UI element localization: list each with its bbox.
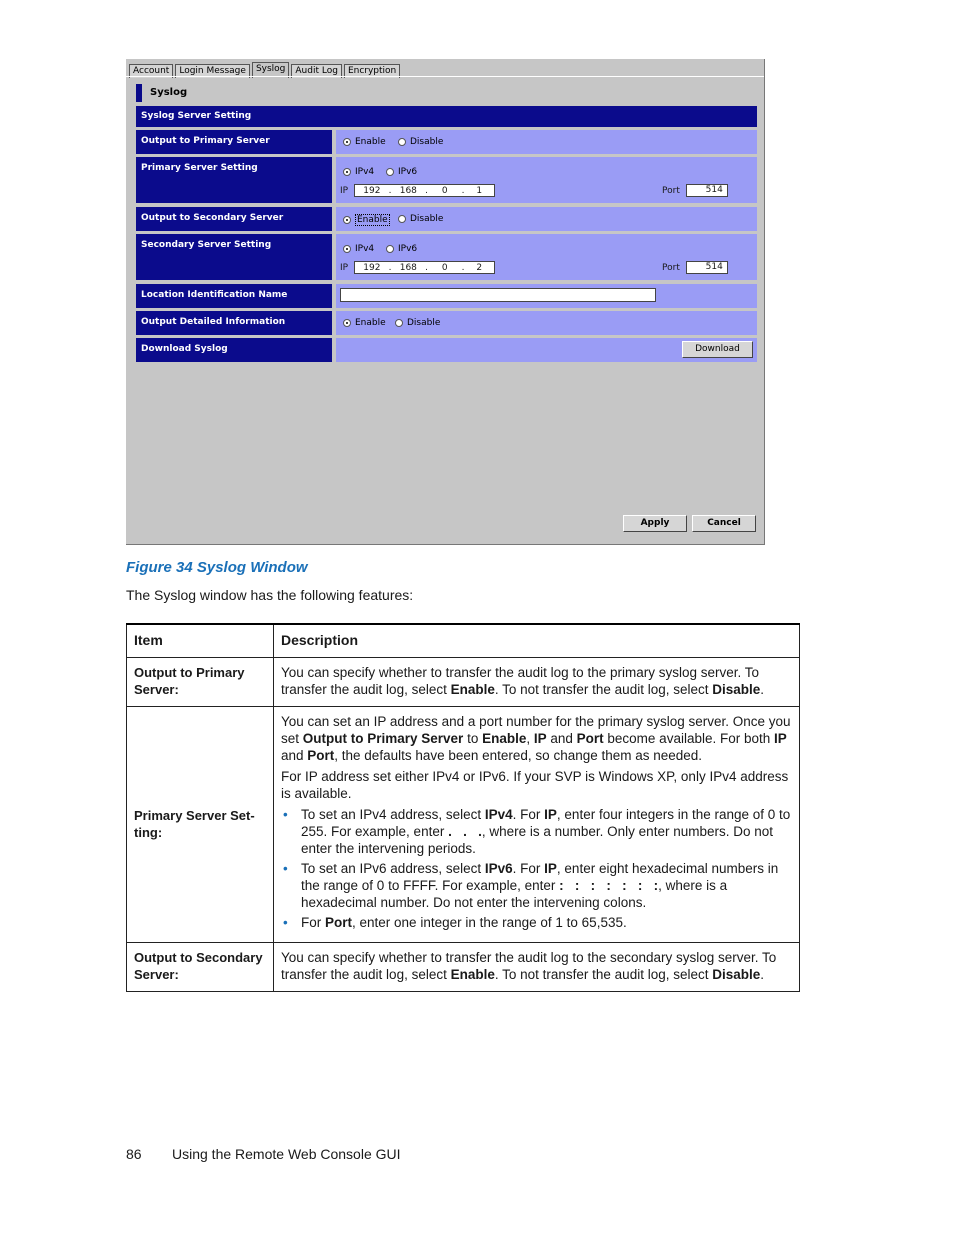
table-row [127, 658, 800, 707]
radio-label: IPv4 [355, 244, 375, 254]
tab-audit-log[interactable]: Audit Log [291, 64, 342, 78]
row-value [336, 234, 757, 280]
row-download-syslog [136, 338, 757, 362]
intro-text: The Syslog window has the following features: [126, 587, 414, 603]
tab-account[interactable]: Account [129, 64, 173, 78]
radio-selected-icon [343, 245, 351, 253]
tab-bar [129, 62, 402, 77]
ip-octet: 0 [441, 185, 448, 196]
row-label: Location Identification Name [136, 284, 332, 308]
row-output-detail [136, 311, 757, 335]
row-secondary-setting [136, 234, 757, 280]
ip-octet: 0 [441, 262, 448, 273]
radio-selected-icon [343, 216, 351, 224]
port-label: Port [662, 262, 680, 273]
description-cell [274, 943, 800, 992]
features-table [126, 623, 800, 992]
radio-label: Enable [355, 318, 386, 328]
table-row [127, 707, 800, 943]
cancel-button[interactable]: Cancel [692, 515, 756, 532]
page-number: 86 [126, 1146, 142, 1162]
row-primary-setting [136, 157, 757, 203]
radio-label: Enable [357, 215, 388, 225]
item-cell: Primary Server Set- ting: [127, 707, 274, 943]
secondary-port-input[interactable]: 514 [686, 261, 728, 274]
download-button[interactable]: Download [682, 341, 753, 358]
paragraph: You can set an IP address and a port number for the primary syslog server. Once you set Output to Primary Server to Enable, IP and Port become available. For both IP and Port, the defaults have been entered, so change them as needed. [281, 714, 791, 763]
secondary-enable-radio[interactable] [343, 214, 390, 226]
bullet-list [281, 806, 792, 931]
figure-caption: Figure 34 Syslog Window [126, 559, 308, 576]
primary-enable-radio[interactable] [343, 137, 386, 147]
syslog-window [126, 59, 765, 545]
radio-selected-icon [343, 319, 351, 327]
radio-icon [398, 215, 406, 223]
ip-octet: 168 [399, 262, 417, 273]
text: You can specify whether to transfer the audit log to the secondary syslog server. To transfer the audit log, select [281, 950, 777, 982]
description-cell [274, 658, 800, 707]
radio-label: Disable [410, 214, 444, 224]
text: . [760, 682, 765, 697]
row-location-name [136, 284, 757, 308]
table-row [127, 943, 800, 992]
primary-port-group [662, 184, 728, 197]
row-value [336, 338, 757, 362]
text: . [760, 967, 765, 982]
ip-octet: 1 [476, 185, 483, 196]
tab-encryption[interactable]: Encryption [344, 64, 400, 78]
radio-label: Enable [355, 137, 386, 147]
row-label: Output Detailed Information [136, 311, 332, 335]
secondary-port-group [662, 261, 728, 274]
row-label: Download Syslog [136, 338, 332, 362]
secondary-ip-input[interactable]: 192 . 168 . 0 . 2 [354, 261, 495, 274]
primary-ipv4-radio[interactable] [343, 167, 374, 177]
ip-octet: 192 [363, 262, 381, 273]
description-cell [274, 707, 800, 943]
list-item: • To set an IPv4 address, select IPv4. For IP, enter four integers in the range of 0 to 255. For example, enter . . ., where is a number. Only enter numbers. Do not enter the intervening periods. [301, 806, 792, 857]
ip-octet: 168 [399, 185, 417, 196]
primary-ipv6-radio[interactable] [386, 167, 417, 177]
secondary-ipv4-radio[interactable] [343, 244, 374, 254]
ip-label: IP [340, 262, 349, 273]
text-bold: Disable [712, 967, 761, 982]
header-item: Item [127, 624, 274, 658]
text-bold: Enable [450, 682, 495, 697]
radio-label: Disable [407, 318, 441, 328]
text: You can specify whether to transfer the audit log to the primary syslog server. To transfer the audit log, select [281, 665, 760, 697]
radio-label: IPv6 [398, 244, 418, 254]
radio-icon [398, 138, 406, 146]
text-bold: Enable [450, 967, 495, 982]
secondary-ip-group [340, 261, 495, 274]
radio-selected-icon [343, 138, 351, 146]
primary-ip-group [340, 184, 495, 197]
detail-disable-radio[interactable] [395, 318, 440, 328]
row-label: Output to Primary Server [136, 130, 332, 154]
section-header: Syslog Server Setting [136, 106, 757, 127]
ip-octet: 192 [363, 185, 381, 196]
radio-label: IPv4 [355, 167, 375, 177]
row-value [336, 130, 757, 154]
header-description: Description [274, 624, 800, 658]
row-output-secondary [136, 207, 757, 231]
item-cell: Output to Primary Server: [127, 658, 274, 707]
row-value [336, 311, 757, 335]
radio-icon [386, 168, 394, 176]
tab-login-message[interactable]: Login Message [175, 64, 250, 78]
footer-section: Using the Remote Web Console GUI [172, 1146, 401, 1162]
row-value [336, 284, 757, 308]
secondary-ipv6-radio[interactable] [386, 244, 417, 254]
radio-label: Disable [410, 137, 444, 147]
item-cell: Output to Secondary Server: [127, 943, 274, 992]
row-label: Secondary Server Setting [136, 234, 332, 280]
primary-ip-input[interactable]: 192 . 168 . 0 . 1 [354, 184, 495, 197]
radio-label: IPv6 [398, 167, 418, 177]
row-value [336, 207, 757, 231]
tab-divider [126, 76, 764, 77]
location-name-input[interactable] [340, 288, 656, 302]
radio-icon [395, 319, 403, 327]
radio-selected-icon [343, 168, 351, 176]
row-output-primary [136, 130, 757, 154]
apply-button[interactable]: Apply [623, 515, 687, 532]
text: . To not transfer the audit log, select [494, 967, 713, 982]
text: . To not transfer the audit log, select [494, 682, 713, 697]
primary-port-input[interactable]: 514 [686, 184, 728, 197]
paragraph: For IP address set either IPv4 or IPv6. If your SVP is Windows XP, only IPv4 address is available. [281, 769, 789, 801]
primary-disable-radio[interactable] [398, 137, 443, 147]
row-value [336, 157, 757, 203]
list-item: • To set an IPv6 address, select IPv6. For IP, enter eight hexadecimal numbers in the range of 0 to FFFF. For example, enter : : : : : : :, where is a hexadecimal number. Do not enter the intervening colons. [301, 860, 792, 911]
ip-label: IP [340, 185, 349, 196]
port-label: Port [662, 185, 680, 196]
ip-octet: 2 [476, 262, 483, 273]
detail-enable-radio[interactable] [343, 318, 386, 328]
window-title: Syslog [136, 83, 187, 103]
table-header-row [127, 624, 800, 658]
page-footer [126, 1146, 401, 1162]
row-label: Primary Server Setting [136, 157, 332, 203]
secondary-disable-radio[interactable] [398, 214, 443, 224]
text-bold: Disable [712, 682, 761, 697]
radio-icon [386, 245, 394, 253]
list-item: • For Port, enter one integer in the range of 1 to 65,535. [301, 914, 792, 931]
tab-syslog[interactable]: Syslog [252, 62, 289, 78]
row-label: Output to Secondary Server [136, 207, 332, 231]
